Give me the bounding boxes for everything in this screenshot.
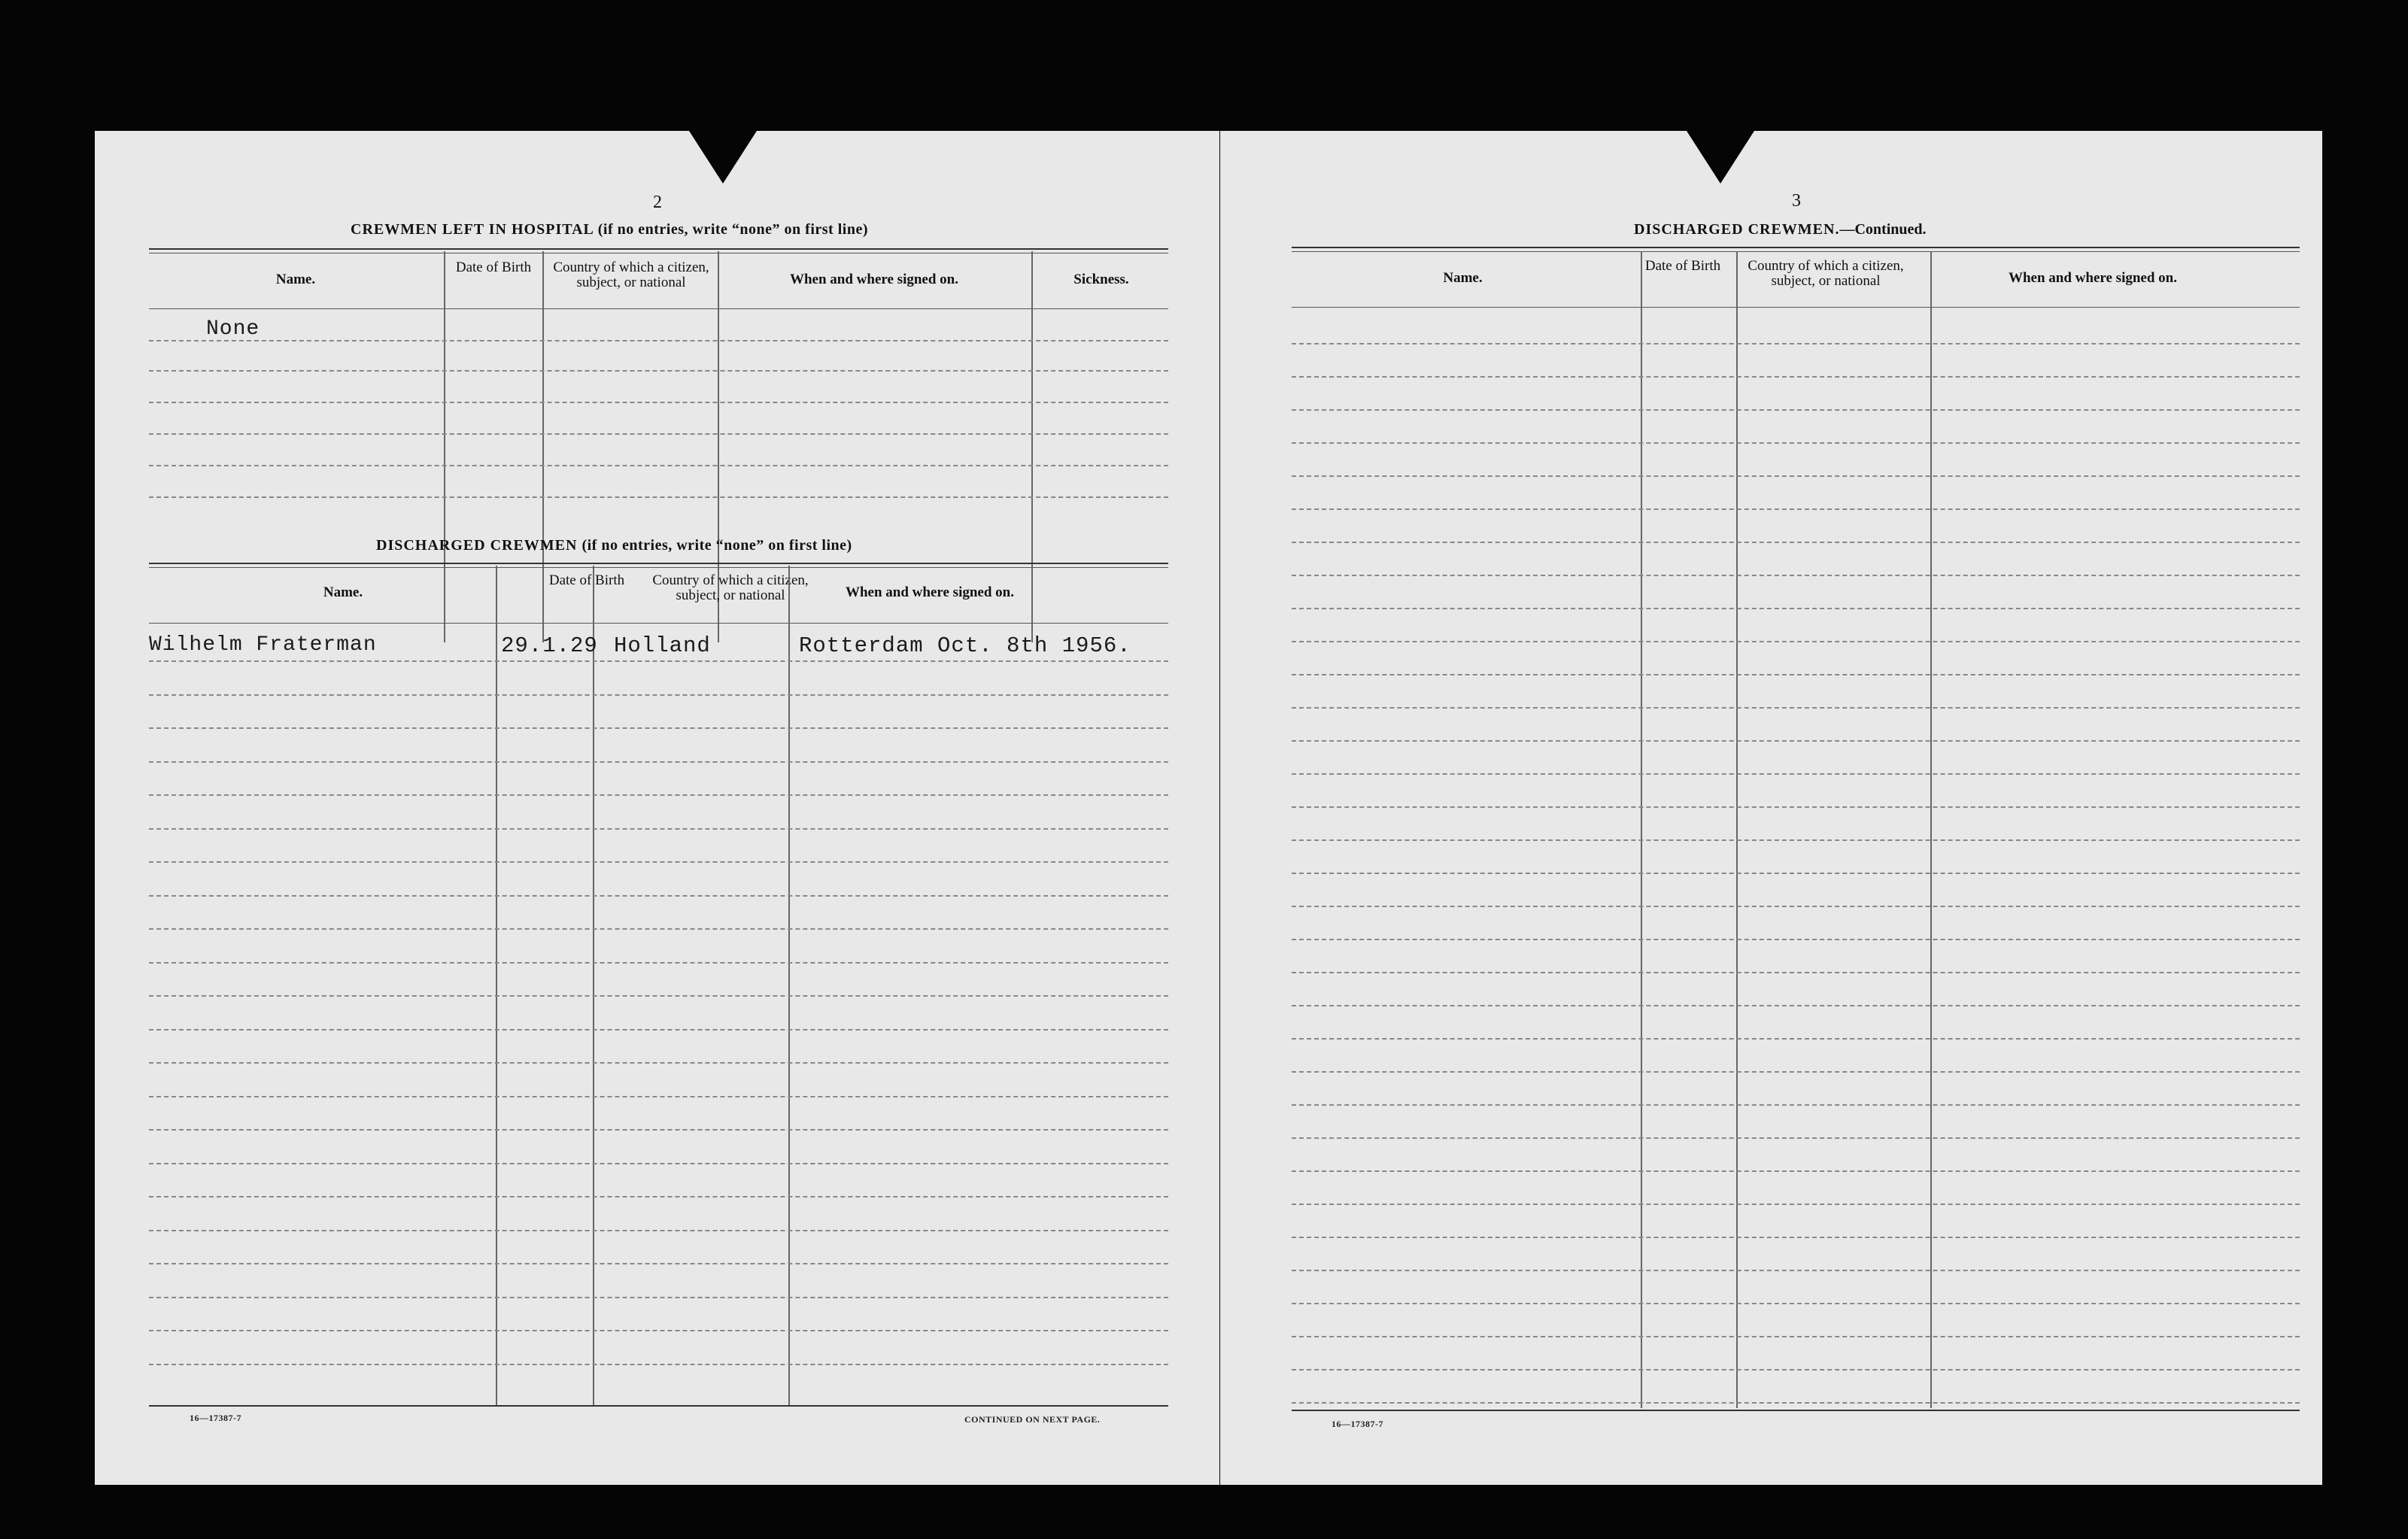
ruled-line <box>149 1062 1168 1064</box>
hospital-title: CREWMEN LEFT IN HOSPITAL <box>351 221 594 238</box>
ruled-line <box>149 1297 1168 1298</box>
hospital-header-dob: Date of Birth <box>455 260 532 275</box>
ruled-line <box>1292 542 2300 543</box>
page-number: 2 <box>653 193 662 212</box>
hospital-line <box>149 370 1168 372</box>
discharged-header-country: Country of which a citizen, subject, or national <box>652 572 809 603</box>
continued-col-divider <box>1736 251 1738 1408</box>
ruled-line <box>1292 1402 2300 1404</box>
ruled-line <box>1292 343 2300 345</box>
continued-top-rule <box>1292 247 2300 248</box>
discharged-top-rule-2 <box>149 567 1168 568</box>
ruled-line <box>149 1364 1168 1365</box>
discharged-col-divider <box>496 566 497 1405</box>
continued-col-divider <box>1930 251 1932 1408</box>
ruled-line <box>149 861 1168 863</box>
ruled-line <box>1292 442 2300 444</box>
discharged-header-signed: When and where signed on. <box>845 584 1014 600</box>
ruled-line <box>149 694 1168 696</box>
discharged-row-dob: 29.1.29 <box>501 633 598 658</box>
ruled-line <box>149 895 1168 897</box>
discharged-title: DISCHARGED CREWMEN <box>376 537 578 554</box>
continued-header-dob: Date of Birth <box>1644 258 1721 274</box>
discharged-col-divider <box>788 566 790 1405</box>
hospital-section-title <box>351 221 868 238</box>
discharged-continued-title <box>1634 221 1927 238</box>
discharged-note: (if no entries, write “none” on first line) <box>582 537 852 554</box>
ruled-line <box>149 1196 1168 1198</box>
discharged-header-rule <box>149 623 1168 624</box>
hospital-header-signed: When and where signed on. <box>789 272 958 287</box>
ruled-line <box>1292 1204 2300 1205</box>
right-page <box>1220 131 2322 1485</box>
ruled-line <box>1292 1270 2300 1271</box>
ruled-line <box>149 1129 1168 1131</box>
ruled-line <box>149 761 1168 763</box>
ruled-line <box>1292 641 2300 642</box>
discharged-header-dob: Date of Birth <box>548 572 625 588</box>
hospital-top-rule <box>149 248 1168 250</box>
ruled-line <box>1292 839 2300 841</box>
ruled-line <box>1292 1038 2300 1040</box>
hospital-line <box>149 496 1168 498</box>
continued-col-divider <box>1641 251 1642 1408</box>
footer-continued: CONTINUED ON NEXT PAGE. <box>964 1414 1101 1425</box>
ruled-line <box>1292 475 2300 477</box>
footer-code: 16—17387-7 <box>1332 1419 1383 1429</box>
ruled-line <box>149 1263 1168 1264</box>
ruled-line <box>1292 575 2300 576</box>
footer-code: 16—17387-7 <box>190 1413 241 1423</box>
ruled-line <box>1292 939 2300 940</box>
ruled-line <box>149 727 1168 729</box>
hospital-entry: None <box>206 317 260 341</box>
discharged-row-country: Holland <box>614 633 711 658</box>
discharged-continued-main: DISCHARGED CREWMEN. <box>1634 221 1840 238</box>
hospital-line <box>149 433 1168 435</box>
continued-bottom-rule <box>1292 1410 2300 1411</box>
ruled-line <box>1292 1005 2300 1006</box>
hospital-line <box>149 340 1168 341</box>
discharged-row-name: Wilhelm Fraterman <box>149 633 377 657</box>
continued-top-rule-2 <box>1292 251 2300 252</box>
ruled-line <box>149 1096 1168 1097</box>
ruled-line <box>1292 608 2300 609</box>
hospital-col-divider <box>444 251 445 642</box>
ruled-line <box>149 794 1168 796</box>
ruled-line <box>1292 707 2300 709</box>
ruled-line <box>149 1230 1168 1231</box>
ruled-line <box>1292 773 2300 775</box>
ruled-line <box>1292 1336 2300 1337</box>
ruled-line <box>149 962 1168 964</box>
hospital-header-sickness: Sickness. <box>1073 272 1129 287</box>
hospital-line <box>149 465 1168 466</box>
ruled-line <box>1292 508 2300 510</box>
discharged-row-signed: Rotterdam Oct. 8th 1956. <box>799 633 1131 658</box>
discharged-header-name: Name. <box>323 584 363 600</box>
ruled-line <box>149 928 1168 930</box>
ruled-line <box>1292 376 2300 378</box>
ruled-line <box>1292 409 2300 411</box>
discharged-top-rule <box>149 563 1168 564</box>
page-number: 3 <box>1792 191 1801 211</box>
left-page <box>95 131 1219 1485</box>
ruled-line <box>149 1029 1168 1031</box>
continued-header-rule <box>1292 307 2300 308</box>
ruled-line <box>1292 1303 2300 1304</box>
ruled-line <box>1292 1170 2300 1172</box>
ruled-line <box>1292 1137 2300 1139</box>
ruled-line <box>1292 1237 2300 1238</box>
discharged-bottom-rule <box>149 1405 1168 1407</box>
ruled-line <box>149 995 1168 997</box>
ruled-line <box>1292 1071 2300 1073</box>
ruled-line <box>1292 740 2300 742</box>
ruled-line <box>149 1163 1168 1164</box>
hospital-header-name: Name. <box>275 272 316 287</box>
hospital-header-rule <box>149 308 1168 309</box>
continued-header-signed: When and where signed on. <box>2008 270 2177 286</box>
hospital-note: (if no entries, write “none” on first line) <box>597 221 868 238</box>
discharged-section-title <box>376 537 852 554</box>
hospital-header-country: Country of which a citizen, subject, or national <box>553 260 709 290</box>
ruled-line <box>1292 806 2300 808</box>
continued-header-country: Country of which a citizen, subject, or national <box>1748 258 1904 289</box>
ruled-line <box>1292 873 2300 874</box>
hospital-line <box>149 402 1168 403</box>
discharged-continued-suffix: —Continued. <box>1839 221 1927 238</box>
ruled-line <box>1292 1104 2300 1106</box>
ruled-line <box>1292 674 2300 675</box>
ruled-line <box>149 660 1168 662</box>
page-tear <box>689 131 757 184</box>
hospital-col-divider <box>1031 251 1033 642</box>
discharged-col-divider <box>593 566 594 1405</box>
ruled-line <box>149 828 1168 830</box>
ruled-line <box>1292 972 2300 973</box>
ruled-line <box>149 1330 1168 1331</box>
ruled-line <box>1292 906 2300 907</box>
page-tear <box>1687 131 1754 184</box>
continued-header-name: Name. <box>1443 270 1483 286</box>
ruled-line <box>1292 1369 2300 1371</box>
